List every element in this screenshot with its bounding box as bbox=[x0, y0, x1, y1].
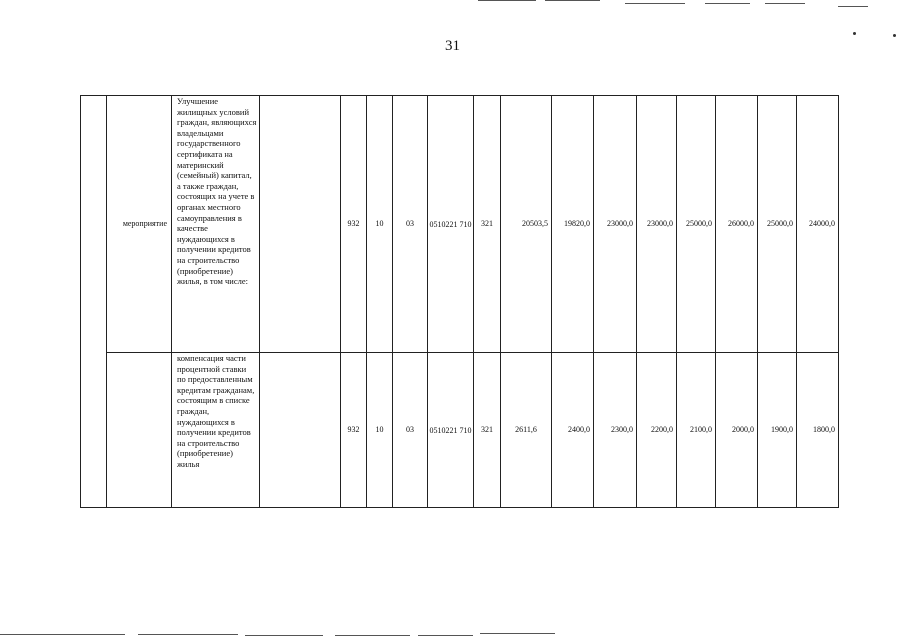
row-rz: 10 bbox=[367, 353, 393, 508]
budget-table bbox=[80, 95, 839, 508]
scan-mark bbox=[138, 634, 238, 635]
row-value: 2611,6 bbox=[501, 353, 552, 508]
row-csr: 0510221 710 bbox=[428, 353, 474, 508]
row-rz: 10 bbox=[367, 96, 393, 353]
row-vr: 321 bbox=[474, 96, 501, 353]
row-executor bbox=[260, 96, 341, 353]
row-pr: 03 bbox=[393, 96, 428, 353]
row-value: 2200,0 bbox=[637, 353, 677, 508]
scan-dot bbox=[853, 32, 856, 35]
empty-cell bbox=[81, 96, 107, 508]
row-type bbox=[107, 353, 172, 508]
table-row bbox=[81, 353, 839, 508]
page-number: 31 bbox=[445, 38, 460, 54]
row-value: 2100,0 bbox=[677, 353, 716, 508]
row-vr: 321 bbox=[474, 353, 501, 508]
scan-mark bbox=[705, 3, 750, 4]
row-value: 25000,0 bbox=[758, 96, 797, 353]
scan-mark bbox=[480, 633, 555, 634]
row-value: 24000,0 bbox=[797, 96, 839, 353]
row-pr: 03 bbox=[393, 353, 428, 508]
row-value: 19820,0 bbox=[552, 96, 594, 353]
row-executor bbox=[260, 353, 341, 508]
scan-mark bbox=[418, 635, 473, 636]
row-value: 26000,0 bbox=[716, 96, 758, 353]
table-row bbox=[81, 96, 839, 353]
row-value: 1900,0 bbox=[758, 353, 797, 508]
row-value: 2400,0 bbox=[552, 353, 594, 508]
scan-mark bbox=[625, 3, 685, 4]
scan-mark bbox=[478, 0, 536, 1]
row-grbs: 932 bbox=[341, 353, 367, 508]
row-description: Улучшение жилищных условий граждан, являющихся владельцами государственного сертификата на материнский (семейный) капитал, а также граждан, состоящих на учете в органах местного самоуправления в качестве нуждающихся в получении кредитов на строительство (приобретение) жилья, в том числе: bbox=[172, 96, 260, 353]
row-value: 20503,5 bbox=[501, 96, 552, 353]
scan-mark bbox=[765, 3, 805, 4]
row-value: 23000,0 bbox=[594, 96, 637, 353]
row-value: 1800,0 bbox=[797, 353, 839, 508]
row-type: мероприятие bbox=[107, 96, 172, 353]
row-description: компенсация части процентной ставки по предоставленным кредитам гражданам, состоящим в списке граждан, нуждающихся в получении кредитов на строительство (приобретение) жилья bbox=[172, 353, 260, 508]
scan-mark bbox=[545, 0, 600, 1]
scan-mark bbox=[0, 634, 125, 635]
row-value: 25000,0 bbox=[677, 96, 716, 353]
row-value: 2000,0 bbox=[716, 353, 758, 508]
row-value: 2300,0 bbox=[594, 353, 637, 508]
row-grbs: 932 bbox=[341, 96, 367, 353]
scan-mark bbox=[335, 635, 410, 636]
scan-mark bbox=[838, 6, 868, 7]
row-value: 23000,0 bbox=[637, 96, 677, 353]
scan-mark bbox=[245, 635, 323, 636]
row-csr: 0510221 710 bbox=[428, 96, 474, 353]
scan-dot bbox=[893, 34, 896, 37]
